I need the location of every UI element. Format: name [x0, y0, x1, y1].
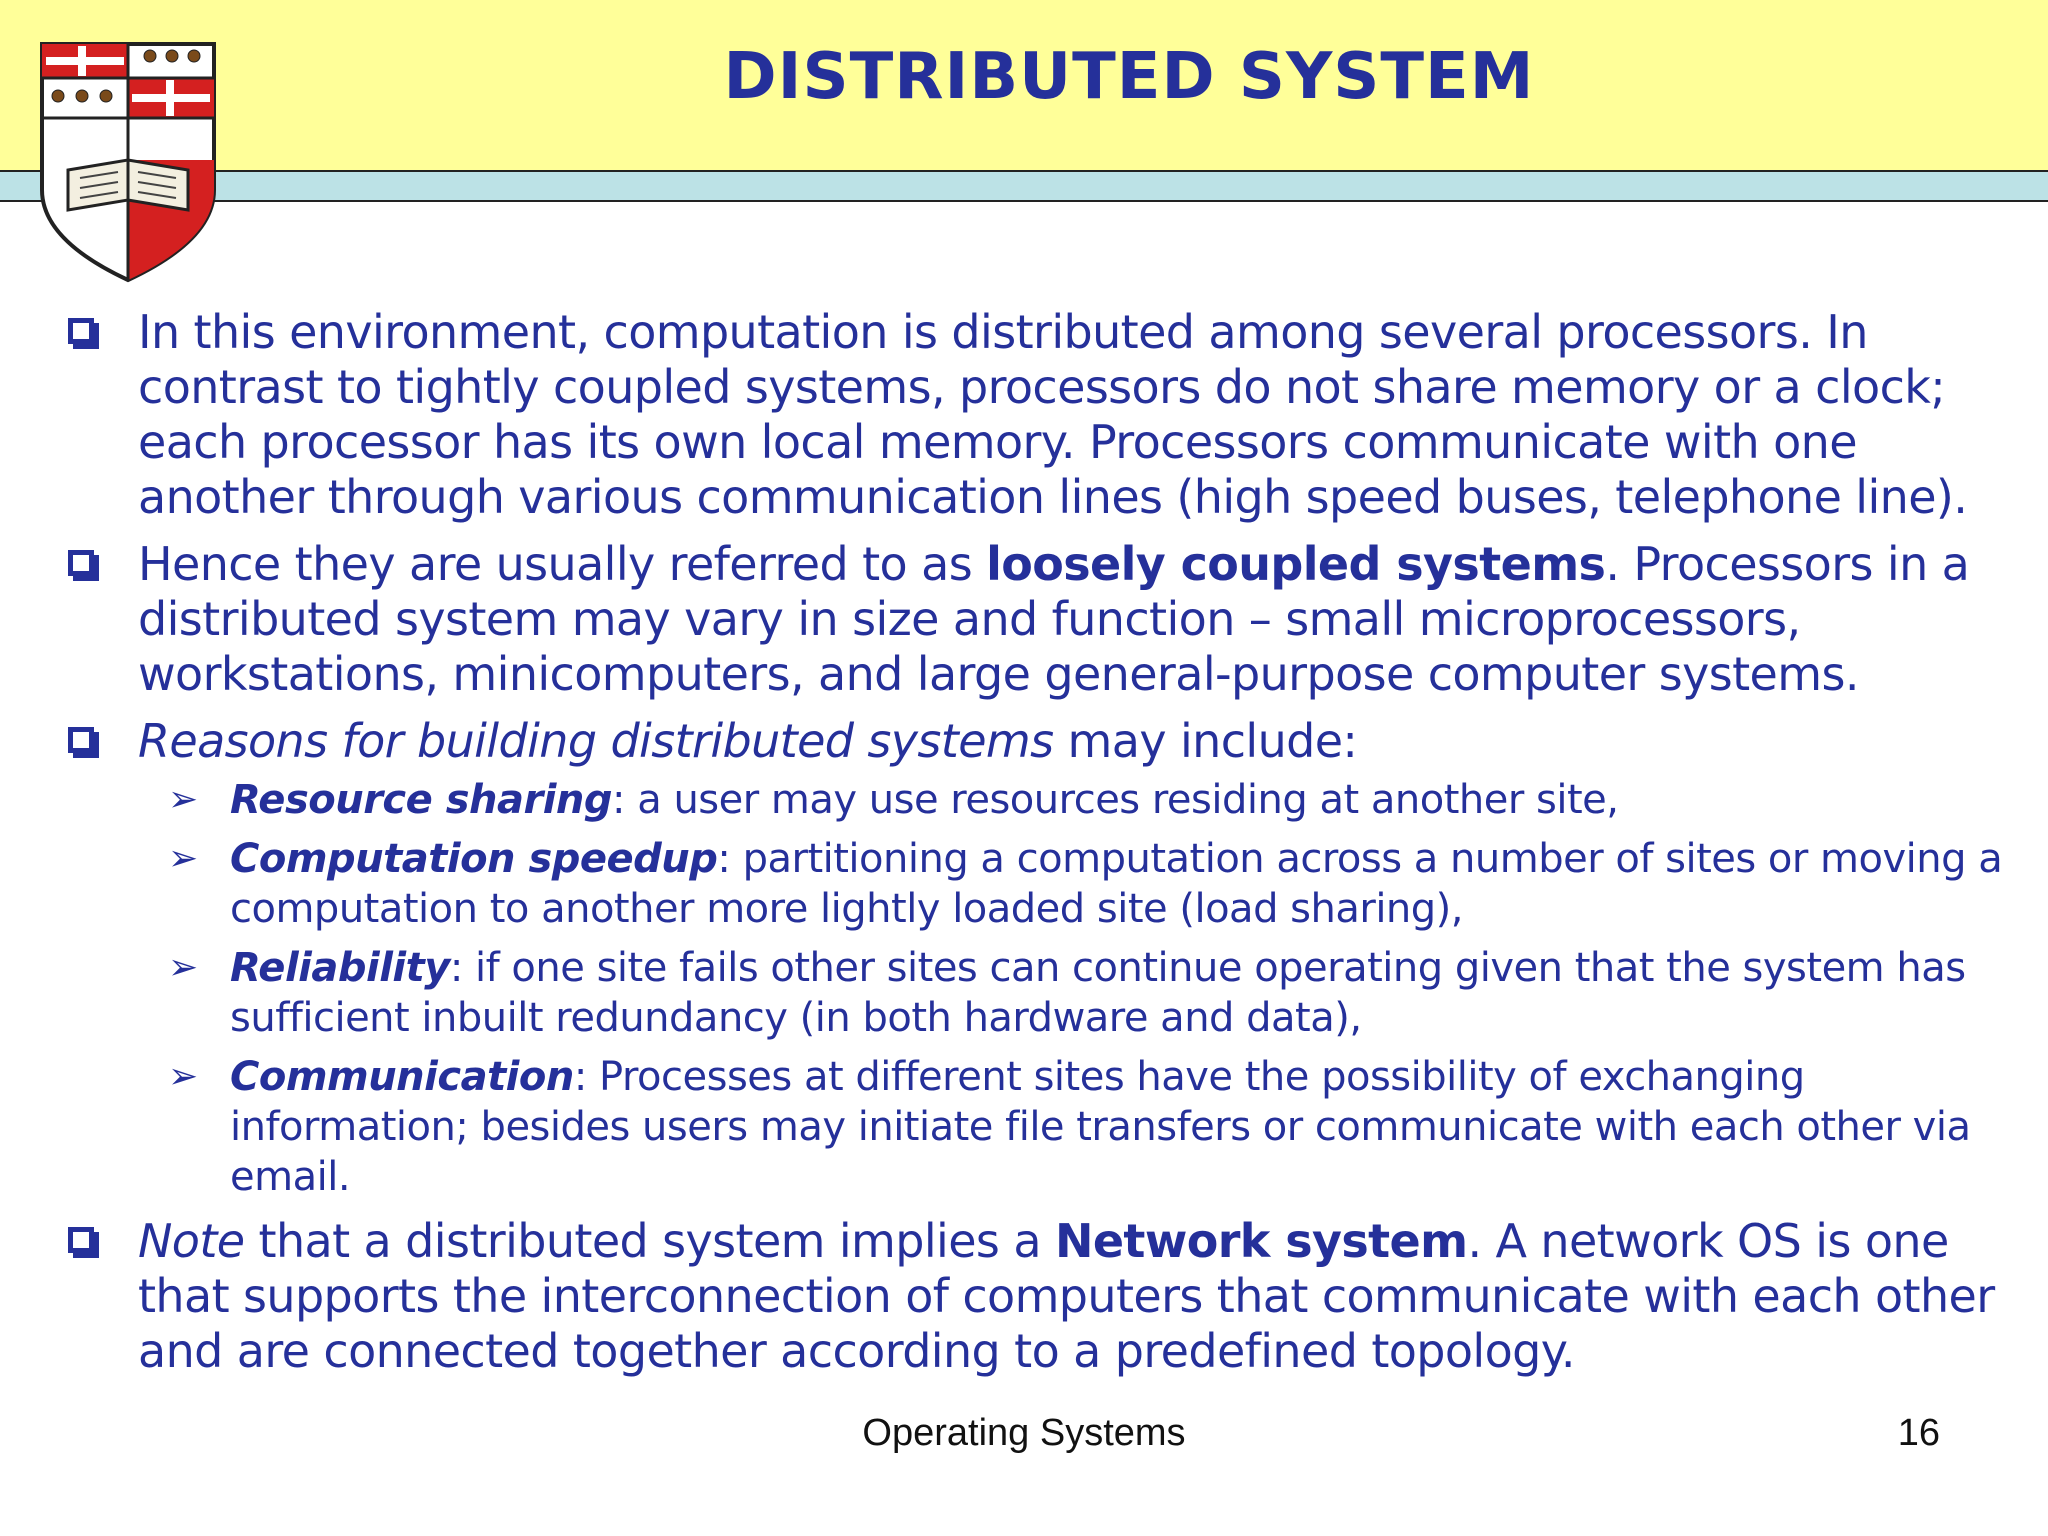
- reason-term: Reliability: [230, 945, 450, 991]
- bullet-text: In this environment, computation is distributed among several processors. In contrast to tightly coupled systems, processors do not share memory or a clock; each processor has its own local memory. Processors communicate with one another through various communication lines (high speed buses, telephone line).: [138, 305, 1968, 524]
- bullet-emphasis: loosely coupled systems: [986, 537, 1606, 591]
- reason-term: Computation speedup: [230, 836, 718, 882]
- bullet-emphasis: Reasons for building distributed systems: [138, 714, 1054, 768]
- bullet-text: . A network OS is one that supports the interconnection of computers that communicate with each other and are connected together according to a predefined topology.: [138, 1214, 1995, 1378]
- list-item: [60, 1052, 2010, 1202]
- arrowhead-icon: ➢: [168, 947, 198, 988]
- list-item: [60, 775, 2010, 825]
- page-number: 16: [1897, 1412, 1940, 1454]
- bullet-text: that a distributed system implies a: [244, 1214, 1055, 1268]
- bullet-item: [60, 1214, 2010, 1379]
- hollow-square-icon: [68, 318, 94, 344]
- reason-term: Communication: [230, 1054, 574, 1100]
- reasons-list: [60, 775, 2010, 1202]
- arrowhead-icon: ➢: [168, 779, 198, 820]
- hollow-square-icon: [68, 727, 94, 753]
- reason-text: : Processes at different sites have the possibility of exchanging information; besides users may initiate file transfers or communicate with each other via email.: [230, 1054, 1971, 1200]
- list-item: [60, 943, 2010, 1043]
- arrowhead-icon: ➢: [168, 838, 198, 879]
- bullet-item: [60, 714, 2010, 769]
- bullet-emphasis: Note: [138, 1214, 245, 1268]
- footer-course: Operating Systems: [862, 1412, 1186, 1454]
- bullet-item: [60, 305, 2010, 525]
- bullet-item: [60, 537, 2010, 702]
- reason-text: : partitioning a computation across a number of sites or moving a computation to another more lightly loaded site (load sharing),: [230, 836, 2003, 932]
- reason-text: : if one site fails other sites can continue operating given that the system has sufficient inbuilt redundancy (in both hardware and data),: [230, 945, 1966, 1041]
- bullet-text: . Processors in a distributed system may vary in size and function – small microprocessors, workstations, minicomputers, and large general-purpose computer systems.: [138, 537, 1970, 701]
- reason-text: : a user may use resources residing at another site,: [612, 777, 1619, 823]
- reason-term: Resource sharing: [230, 777, 613, 823]
- bullet-text: Hence they are usually referred to as: [138, 537, 987, 591]
- header-stripe: [0, 172, 2048, 202]
- slide-content: [60, 305, 2010, 1391]
- arrowhead-icon: ➢: [168, 1056, 198, 1097]
- hollow-square-icon: [68, 1227, 94, 1253]
- bullet-text: may include:: [1053, 714, 1358, 768]
- hollow-square-icon: [68, 550, 94, 576]
- bullet-emphasis: Network system: [1054, 1214, 1468, 1268]
- list-item: [60, 834, 2010, 934]
- slide-title: DISTRIBUTED SYSTEM: [723, 40, 1535, 114]
